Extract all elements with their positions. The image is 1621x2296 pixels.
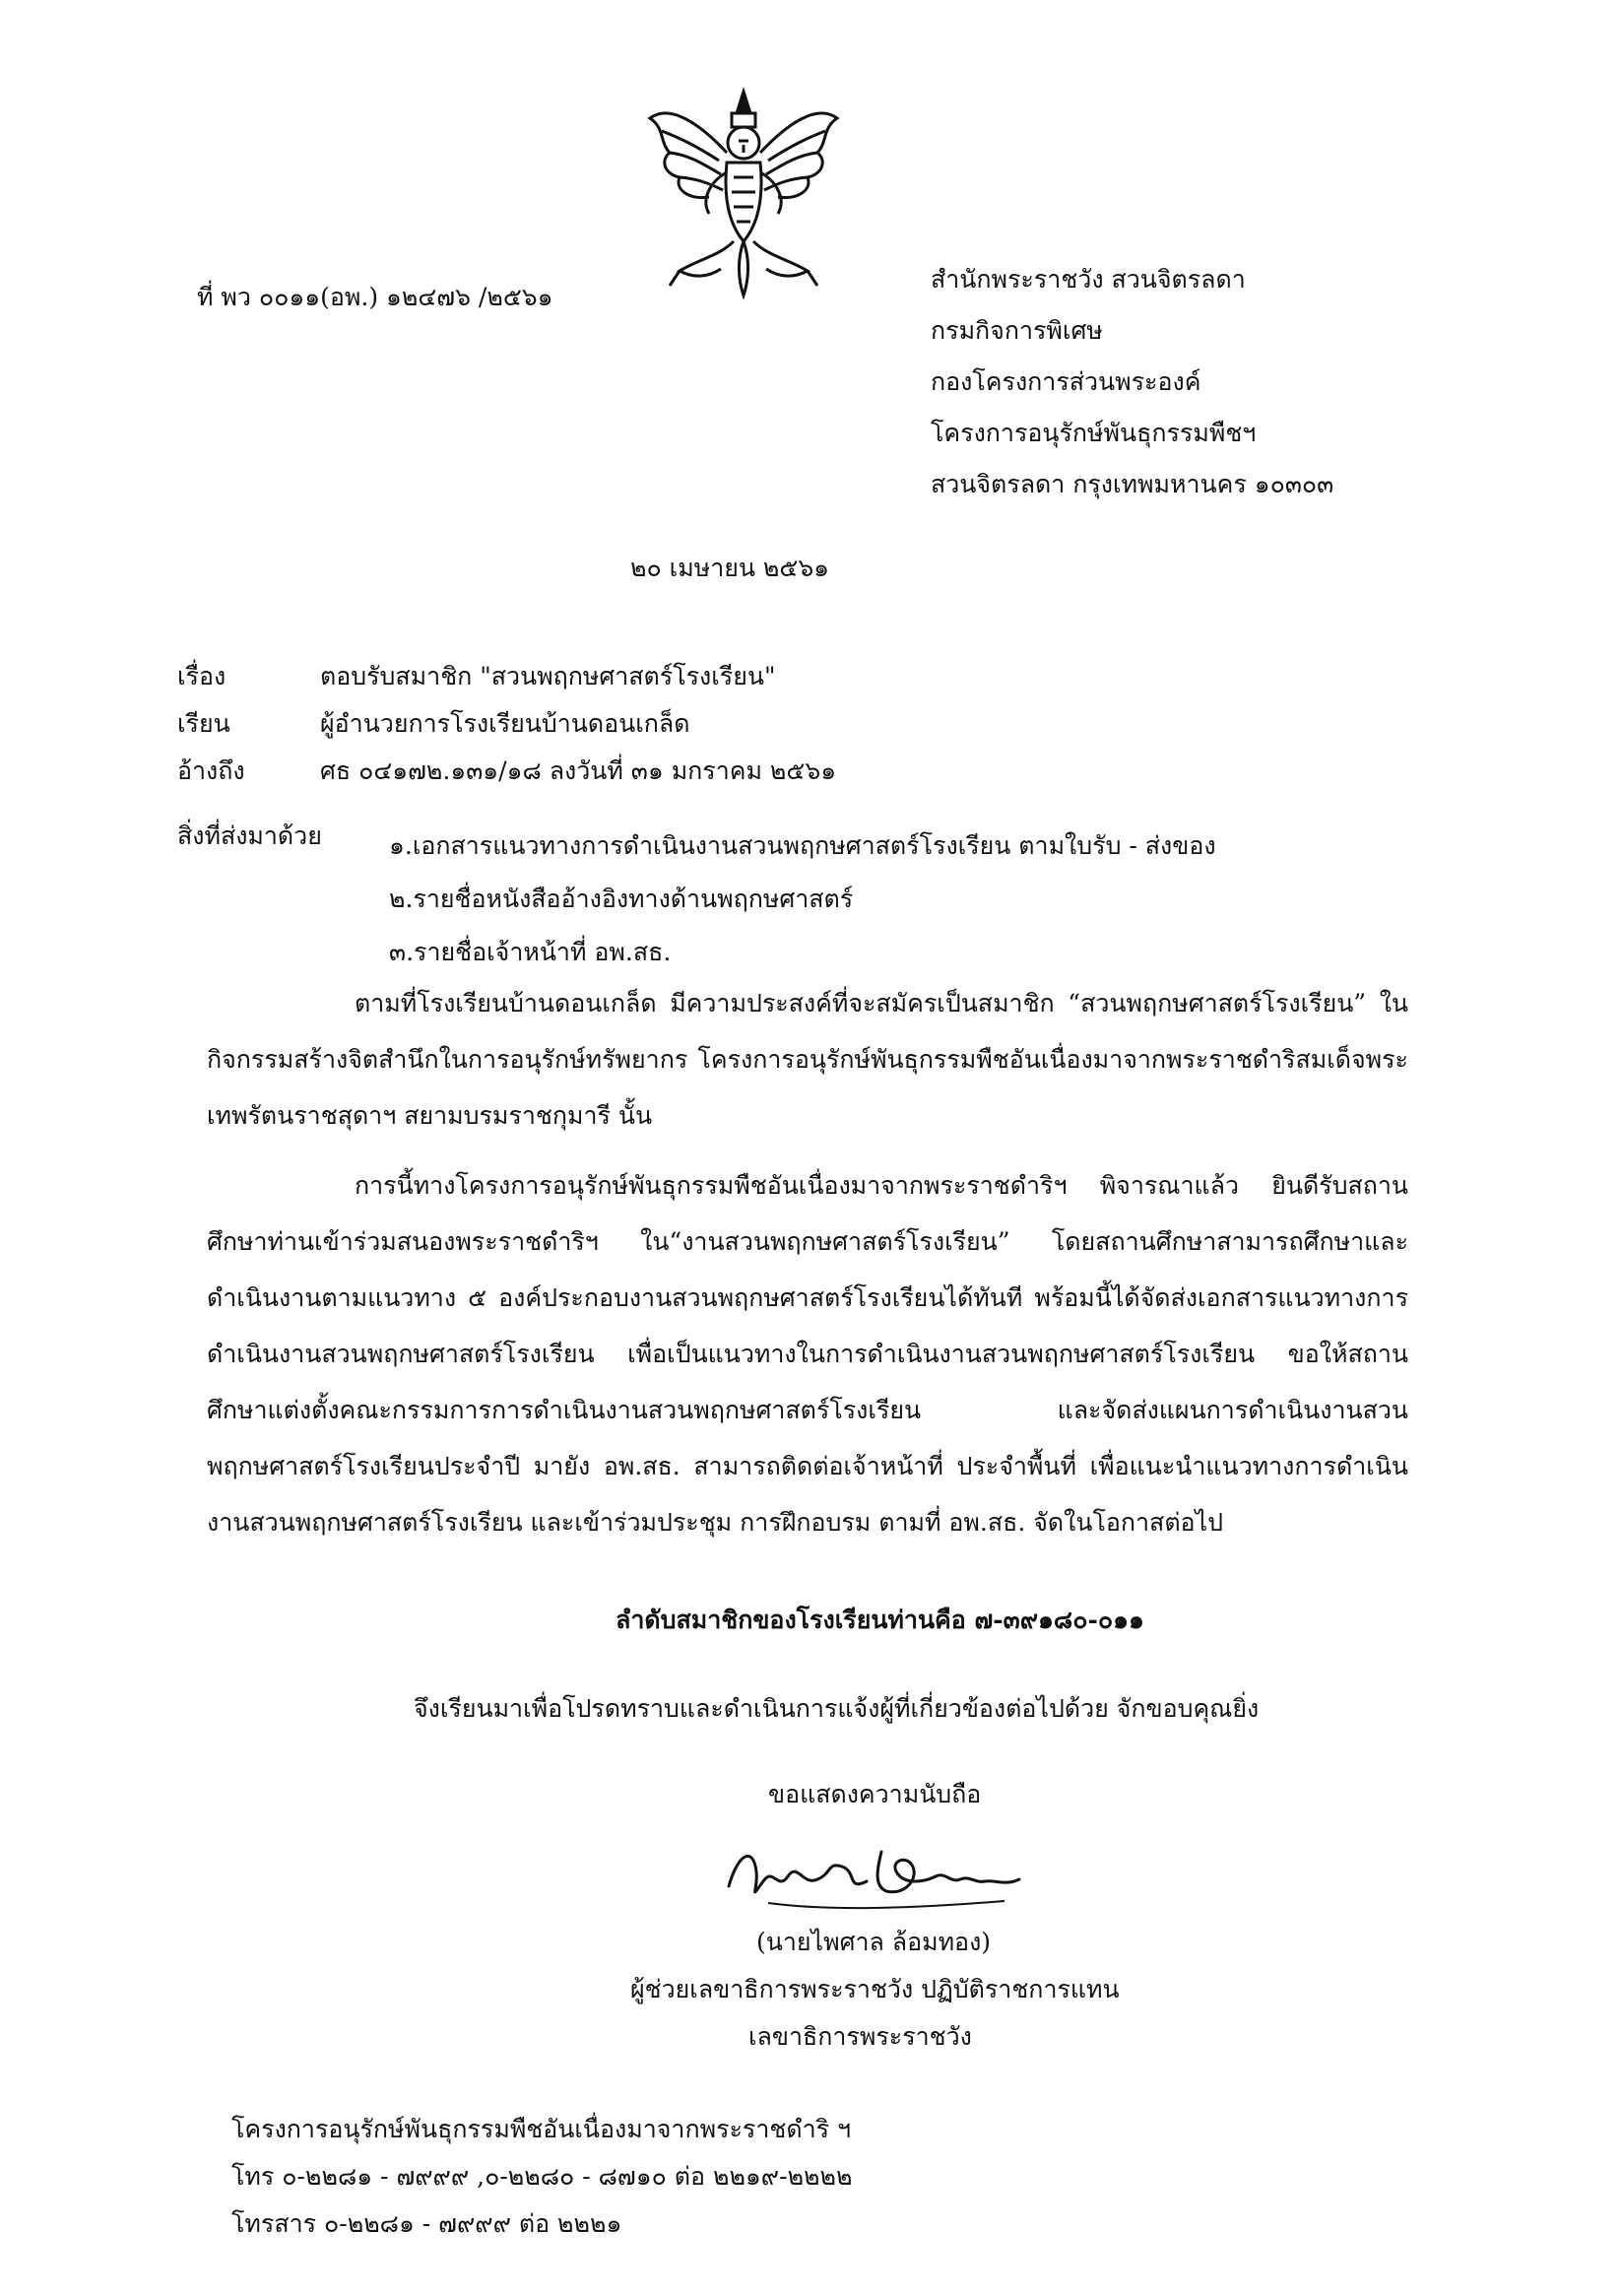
- footer-phone: โทร ๐-๒๒๘๑ - ๗๙๙๙ ,๐-๒๒๘๐ - ๘๗๑๐ ต่อ ๒๒๑๙-๒๒๒๒: [231, 2162, 853, 2191]
- to-label: เรียน: [177, 709, 230, 738]
- signatory-position: เลขาธิการพระราชวัง: [748, 2022, 972, 2051]
- subject-label: เรื่อง: [177, 662, 227, 690]
- paragraph-text: ตามที่โรงเรียนบ้านดอนเกล็ด มีความประสงค์ที่จะสมัครเป็นสมาชิก “สวนพฤกษศาสตร์โรงเรียน” ในกิจกรรมสร้างจิตสำนึกในการอนุรักษ์ทรัพยากร โครงการอนุรักษ์พันธุกรรมพืชอันเนื่องมาจากพระราชดำริสมเด็จพระเทพรัตนราชสุดาฯ สยามบรมราชกุมารี นั้น: [207, 989, 1408, 1130]
- enclosure-item: ๒.รายชื่อหนังสืออ้างอิงทางด้านพฤกษศาสตร์: [389, 885, 854, 913]
- office-line: สวนจิตรลดา กรุงเทพมหานคร ๑๐๓๐๓: [931, 470, 1334, 498]
- enclosure-label: สิ่งที่ส่งมาด้วย: [177, 821, 322, 850]
- enclosure-item: ๓.รายชื่อเจ้าหน้าที่ อพ.สธ.: [389, 938, 672, 966]
- closing-paragraph: จึงเรียนมาเพื่อโปรดทราบและดำเนินการแจ้งผู้ที่เกี่ยวข้องต่อไปด้วย จักขอบคุณยิ่ง: [414, 1694, 1260, 1723]
- reference-number: ที่ พว ๐๐๑๑(อพ.) ๑๒๔๗๖ /๒๕๖๑: [197, 283, 553, 311]
- body-paragraph-1: [207, 975, 1408, 1144]
- paragraph-text: การนี้ทางโครงการอนุรักษ์พันธุกรรมพืชอันเนื่องมาจากพระราชดำริฯ พิจารณาแล้ว ยินดีรับสถานศึกษาท่านเข้าร่วมสนองพระราชดำริฯ ใน“งานสวนพฤกษศาสตร์โรงเรียน” โดยสถานศึกษาสามารถศึกษาและดำเนินงานตามแนวทาง ๕ องค์ประกอบงานสวนพฤกษศาสตร์โรงเรียนได้ทันที พร้อมนี้ได้จัดส่งเอกสารแนวทางการดำเนินงานสวนพฤกษศาสตร์โรงเรียน เพื่อเป็นแนวทางในการดำเนินงานสวนพฤกษศาสตร์โรงเรียน ขอให้สถานศึกษาแต่งตั้งคณะกรรมการการดำเนินงานสวนพฤกษศาสตร์โรงเรียน และจัดส่งแผนการดำเนินงานสวนพฤกษศาสตร์โรงเรียนประจำปี มายัง อพ.สธ. สามารถติดต่อเจ้าหน้าที่ ประจำพื้นที่ เพื่อแนะนำแนวทางการดำเนินงานสวนพฤกษศาสตร์โรงเรียน และเข้าร่วมประชุม การฝึกอบรม ตามที่ อพ.สธ. จัดในโอกาสต่อไป: [207, 1171, 1408, 1537]
- office-line: กรมกิจการพิเศษ: [931, 316, 1103, 345]
- office-line: กองโครงการส่วนพระองค์: [931, 367, 1201, 396]
- office-line: สำนักพระราชวัง สวนจิตรลดา: [931, 265, 1246, 294]
- subject-text: ตอบรับสมาชิก "สวนพฤกษศาสตร์โรงเรียน": [320, 662, 776, 690]
- office-line: โครงการอนุรักษ์พันธุกรรมพืชฯ: [931, 419, 1257, 447]
- body-paragraph-2: [207, 1157, 1408, 1550]
- handwritten-signature: [709, 1832, 1044, 1921]
- closing-greeting: ขอแสดงความนับถือ: [768, 1780, 982, 1808]
- reference-line: [177, 754, 836, 788]
- subject-line: [177, 660, 775, 693]
- office-address: [931, 254, 1333, 510]
- to-line: [177, 707, 689, 741]
- signatory-name: (นายไพศาล ล้อมทอง): [756, 1928, 992, 1956]
- membership-number: ลำดับสมาชิกของโรงเรียนท่านคือ ๗-๓๙๑๘๐-๐๑๑: [616, 1606, 1144, 1634]
- to-text: ผู้อำนวยการโรงเรียนบ้านดอนเกล็ด: [320, 709, 690, 738]
- reference-text: ศธ ๐๔๑๗๒.๑๓๑/๑๘ ลงวันที่ ๓๑ มกราคม ๒๕๖๑: [320, 756, 837, 785]
- signatory-position: ผู้ช่วยเลขาธิการพระราชวัง ปฏิบัติราชการแทน: [630, 1975, 1120, 2003]
- enclosure-item: ๑.เอกสารแนวทางการดำเนินงานสวนพฤกษศาสตร์โรงเรียน ตามใบรับ - ส่งของ: [389, 831, 1216, 860]
- footer-project: โครงการอนุรักษ์พันธุกรรมพืชอันเนื่องมาจากพระราชดำริ ฯ: [231, 2115, 852, 2143]
- reference-label: อ้างถึง: [177, 756, 245, 785]
- enclosure-list: [389, 820, 1216, 979]
- document-date: ๒๐ เมษายน ๒๕๖๑: [630, 554, 830, 582]
- footer-fax: โทรสาร ๐-๒๒๘๑ - ๗๙๙๙ ต่อ ๒๒๒๑: [231, 2209, 622, 2238]
- garuda-emblem-icon: [640, 84, 847, 300]
